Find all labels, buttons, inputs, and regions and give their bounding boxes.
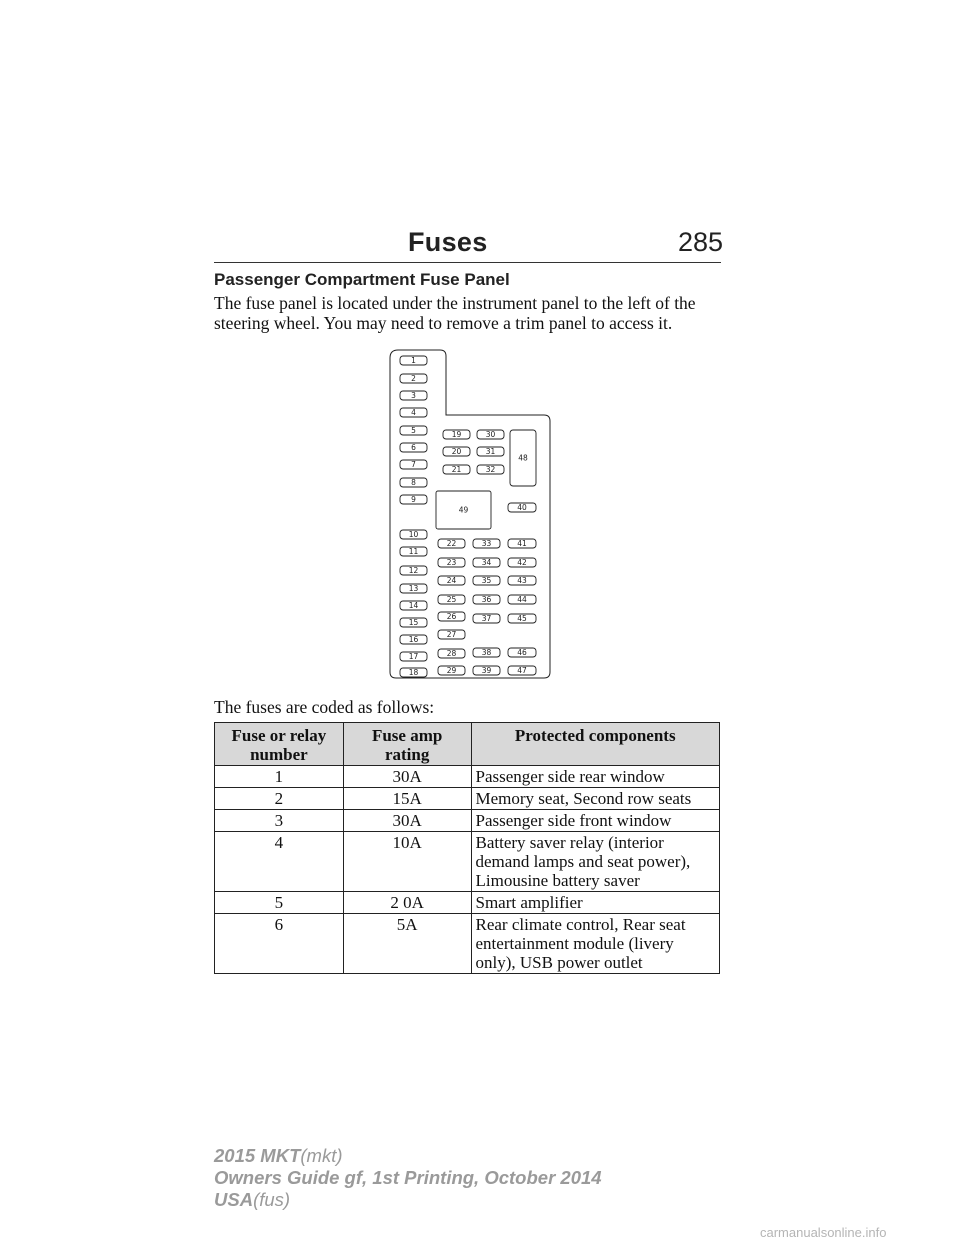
fuse-slot — [477, 465, 504, 474]
fuse-slot — [400, 601, 427, 610]
fuse-label: 13 — [408, 584, 419, 594]
amp-rating-cell: 10A — [343, 832, 471, 892]
table-row — [215, 810, 720, 832]
fuse-label: 23 — [446, 558, 457, 568]
fuse-slot — [473, 614, 500, 623]
fuse-label: 43 — [517, 576, 527, 586]
fuse-panel-diagram — [388, 348, 552, 680]
fuse-label: 38 — [481, 648, 492, 658]
fuse-slot — [438, 649, 465, 658]
protected-components-cell — [471, 766, 720, 788]
component-line: Passenger side rear window — [475, 767, 665, 786]
fuse-label: 39 — [481, 666, 492, 676]
fuse-slot — [508, 558, 536, 567]
fuse-label: 11 — [408, 547, 419, 557]
fuse-slot — [443, 465, 470, 474]
fuse-label: 16 — [408, 635, 419, 645]
fuse-slot — [473, 666, 500, 675]
fuse-number-cell: 1 — [215, 766, 344, 788]
fuse-label: 7 — [411, 460, 416, 470]
protected-components-cell — [471, 810, 720, 832]
amp-rating-cell: 2 0A — [343, 892, 471, 914]
intro-line-1: The fuse panel is located under the instrument panel to the left of the — [214, 293, 696, 313]
fuse-label: 42 — [517, 558, 527, 568]
amp-rating-cell: 30A — [343, 766, 471, 788]
fuse-slot — [400, 443, 427, 452]
fuse-slot — [477, 447, 504, 456]
fuse-label: 29 — [446, 666, 457, 676]
fuse-label: 21 — [451, 465, 462, 475]
table-header-row — [215, 723, 720, 766]
table-row — [215, 766, 720, 788]
fuse-label: 18 — [408, 668, 419, 678]
header-divider — [214, 262, 721, 263]
amp-rating-cell: 30A — [343, 810, 471, 832]
footer-market-line: USA(fus) — [214, 1189, 291, 1210]
fuse-slot — [400, 530, 427, 539]
fuse-label: 14 — [408, 601, 419, 611]
fuse-number-cell: 6 — [215, 914, 344, 974]
fuse-label: 22 — [446, 539, 457, 549]
fuse-label: 47 — [517, 666, 527, 676]
table-row — [215, 788, 720, 810]
protected-components-cell — [471, 832, 720, 892]
component-line: demand lamps and seat power), — [475, 852, 691, 871]
component-line: entertainment module (livery — [475, 934, 674, 953]
fuse-slot — [400, 652, 427, 661]
fuse-label: 8 — [411, 478, 416, 488]
fuse-label: 26 — [446, 612, 457, 622]
fuse-label: 9 — [411, 495, 416, 505]
fuse-slot — [400, 460, 427, 469]
fuse-label: 31 — [485, 447, 496, 457]
fuse-label: 33 — [481, 539, 492, 549]
intro-paragraph — [214, 293, 724, 333]
table-row — [215, 832, 720, 892]
fuse-slot — [400, 495, 427, 504]
fuse-label: 49 — [458, 505, 469, 515]
fuse-label: 12 — [408, 566, 419, 576]
fuse-label: 45 — [517, 614, 527, 624]
fuse-slot — [438, 576, 465, 585]
page-header-title: Fuses — [408, 227, 488, 257]
component-line: Battery saver relay (interior — [475, 833, 664, 852]
relay-slot — [510, 430, 536, 486]
relay-slot — [436, 491, 491, 529]
fuse-label: 46 — [517, 648, 527, 658]
fuse-slot — [473, 648, 500, 657]
fuse-label: 44 — [517, 595, 527, 605]
header-amp-rating: Fuse amp rating — [343, 723, 471, 766]
fuse-slot — [438, 595, 465, 604]
watermark: carmanualsonline.info — [760, 1225, 887, 1240]
fuse-slot — [508, 666, 536, 675]
fuse-slot — [508, 576, 536, 585]
fuse-number-cell: 4 — [215, 832, 344, 892]
fuse-slot — [508, 614, 536, 623]
footer-guide-line: Owners Guide gf, 1st Printing, October 2014 — [214, 1167, 602, 1188]
protected-components-cell — [471, 914, 720, 974]
table-row — [215, 892, 720, 914]
component-line: Rear climate control, Rear seat — [475, 915, 686, 934]
fuse-label: 3 — [411, 391, 416, 401]
fuse-slot — [477, 430, 504, 439]
fuse-label: 35 — [481, 576, 492, 586]
fuse-slot — [438, 666, 465, 675]
footer-model-line: 2015 MKT(mkt) — [214, 1145, 343, 1166]
fuse-slot — [400, 584, 427, 593]
fuse-slot — [473, 558, 500, 567]
fuse-label: 36 — [481, 595, 492, 605]
fuse-slot — [508, 648, 536, 657]
fuse-label: 41 — [517, 539, 527, 549]
component-line: Passenger side front window — [475, 811, 672, 830]
fuse-label: 48 — [518, 453, 528, 463]
fuse-slot — [400, 668, 427, 677]
fuse-slot — [400, 391, 427, 400]
fuse-number-cell: 2 — [215, 788, 344, 810]
fuse-label: 20 — [451, 447, 462, 457]
fuse-slot — [400, 566, 427, 575]
fuse-number-cell: 3 — [215, 810, 344, 832]
coded-text: The fuses are coded as follows: — [214, 697, 435, 717]
fuse-label: 25 — [446, 595, 457, 605]
fuse-slot — [400, 408, 427, 417]
section-heading: Passenger Compartment Fuse Panel — [214, 270, 510, 289]
page-number: 285 — [678, 227, 724, 257]
protected-components-cell — [471, 892, 720, 914]
component-line: Smart amplifier — [475, 893, 583, 912]
fuse-slot — [473, 576, 500, 585]
fuse-label: 27 — [446, 630, 457, 640]
header-protected-components: Protected components — [471, 723, 720, 766]
fuse-slot — [400, 547, 427, 556]
fuse-label: 24 — [446, 576, 457, 586]
fuse-label: 2 — [411, 374, 416, 384]
fuse-slot — [438, 612, 465, 621]
fuse-slot — [400, 478, 427, 487]
fuse-label: 30 — [485, 430, 496, 440]
fuse-label: 34 — [481, 558, 492, 568]
amp-rating-cell: 5A — [343, 914, 471, 974]
fuse-label: 15 — [408, 618, 419, 628]
fuse-slot — [508, 539, 536, 548]
fuse-slot — [400, 426, 427, 435]
component-line: Limousine battery saver — [475, 871, 640, 890]
fuse-slot — [473, 539, 500, 548]
table-row — [215, 914, 720, 974]
fuse-label: 19 — [451, 430, 462, 440]
fuse-slot — [443, 430, 470, 439]
fuse-label: 40 — [517, 503, 527, 513]
fuse-label: 37 — [481, 614, 492, 624]
fuse-slot — [473, 595, 500, 604]
protected-components-cell — [471, 788, 720, 810]
fuse-label: 32 — [485, 465, 496, 475]
fuse-label: 28 — [446, 649, 457, 659]
fuse-label: 17 — [408, 652, 419, 662]
intro-line-2: steering wheel. You may need to remove a trim panel to access it. — [214, 313, 673, 333]
fuse-number-cell: 5 — [215, 892, 344, 914]
fuse-label: 10 — [408, 530, 419, 540]
fuse-label: 6 — [411, 443, 416, 453]
fuse-label: 1 — [411, 356, 416, 366]
fuse-slot — [400, 635, 427, 644]
fuse-label: 4 — [411, 408, 416, 418]
fuse-slot — [400, 356, 427, 365]
fuse-slot — [400, 374, 427, 383]
footer — [214, 1145, 602, 1211]
fuse-slot — [400, 618, 427, 627]
header-fuse-number: Fuse or relay number — [215, 723, 344, 766]
component-line: only), USB power outlet — [475, 953, 643, 972]
fuse-slot — [438, 630, 465, 639]
component-line: Memory seat, Second row seats — [475, 789, 692, 808]
fuse-slot — [508, 595, 536, 604]
amp-rating-cell: 15A — [343, 788, 471, 810]
fuse-slot — [508, 503, 536, 512]
fuse-table — [214, 722, 720, 974]
fuse-slot — [443, 447, 470, 456]
fuse-slot — [438, 558, 465, 567]
fuse-slot — [438, 539, 465, 548]
fuse-label: 5 — [411, 426, 416, 436]
